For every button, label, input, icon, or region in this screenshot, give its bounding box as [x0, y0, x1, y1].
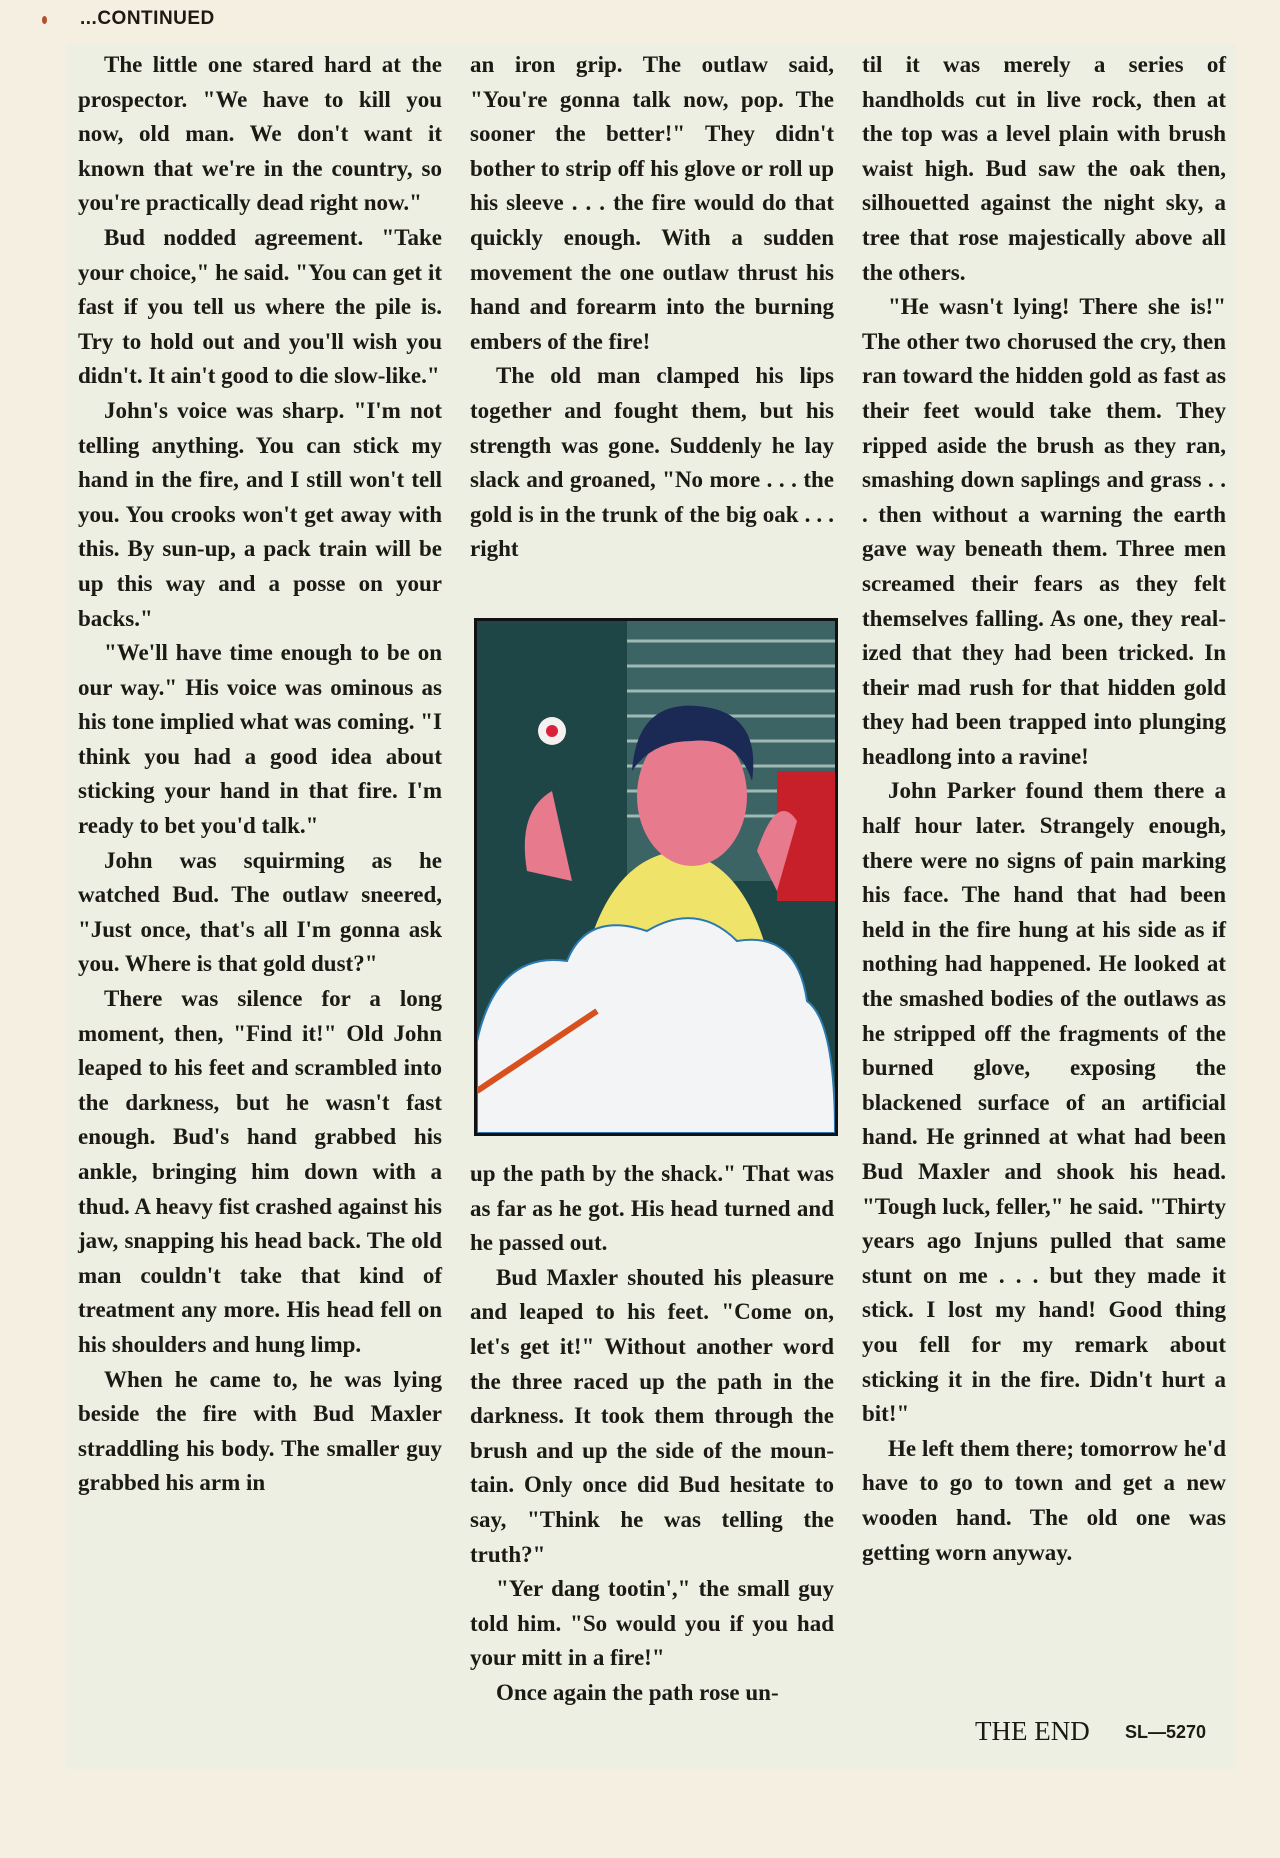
- paragraph: til it was merely a series of handholds cut in live rock, then at the top was a level plain with brush waist high. Bud saw the oak then, silhouetted against the night sky, a tree that rose majestically above all the others.: [862, 52, 1226, 285]
- the-end-label: THE END: [975, 1716, 1090, 1746]
- paragraph: "We'll have time enough to be on our way." His voice was ominous as his tone implied what was coming. "I think you had a good idea about sticking your hand in that fire. I'm ready to bet you'd talk.": [78, 640, 442, 839]
- paragraph: Bud Maxler shouted his pleasure and leaped to his feet. "Come on, let's get it!" Without another word the three raced up the path in the darkness. It took them through the brush and up the side of the mountain. Only once did Bud hesitate to say, "Think he was telling the truth?": [470, 1264, 834, 1567]
- column-1: [78, 48, 442, 1501]
- paragraph: When he came to, he was lying beside the fire with Bud Maxler straddling his body. The smaller guy grabbed his arm in: [78, 1366, 442, 1496]
- column-2-bottom: [470, 1157, 834, 1711]
- paragraph: Bud nodded agreement. "Take your choice," he said. "You can get it fast if you tell us where the pile is. Try to hold out and you'll wish you didn't. It ain't good to die slow-like.": [78, 224, 442, 389]
- paragraph: John Parker found them there a half hour later. Strangely enough, there were no signs of pain marking his face. The hand that had been held in the fire hung at his side as if nothing had happened. He looked at the smashed bodies of the outlaws as he stripped off the fragments of the burned glove, exposing the blackened surface of an artificial hand. He grinned at what had been Bud Maxler and shook his head. "Tough luck, feller," he said. "Thirty years ago Injuns pulled that same stunt on me . . . but they made it stick. I lost my hand! Good thing you fell for my remark about sticking it in the fire. Didn't hurt a bit!": [862, 778, 1226, 1427]
- paragraph: "He wasn't lying! There she is!" The other two chorused the cry, then ran toward the hidden gold as fast as their feet would take them. They ripped aside the brush as they ran, smashing down saplings and grass . . . then without a warning the earth gave way beneath them. Three men screamed their fears as they felt themselves falling. As one, they realized that they had been tricked. In their mad rush for that hidden gold they had been trapped into plunging headlong into a ravine!: [862, 294, 1226, 769]
- paragraph: John was squirming as he watched Bud. The outlaw sneered, "Just once, that's all I'm gonna ask you. Where is that gold dust?": [78, 847, 442, 977]
- column-2-top: [470, 48, 834, 567]
- story-code: SL—5270: [1125, 1722, 1207, 1742]
- paragraph: He left them there; tomorrow he'd have to go to town and get a new wooden hand. The old one was getting worn anyway.: [862, 1435, 1226, 1565]
- paragraph: The little one stared hard at the prospector. "We have to kill you now, old man. We don't want it known that we're in the country, so you're practically dead right now.": [78, 52, 442, 216]
- continued-label: ...CONTINUED: [80, 8, 215, 29]
- comic-illustration: [474, 618, 838, 1136]
- illustration-man-by-fire: [477, 621, 835, 1133]
- paragraph: John's voice was sharp. "I'm not telling anything. You can stick my hand in the fire, and I still won't tell you. You crooks won't get away with this. By sun-up, a pack train will be up this way and a posse on your backs.": [78, 397, 442, 631]
- paragraph: The old man clamped his lips together and fought them, but his strength was gone. Suddenly he lay slack and groaned, "No more . . . the gold is in the trunk of the big oak . . . right: [470, 363, 834, 562]
- paragraph: There was silence for a long moment, then, "Find it!" Old John leaped to his feet and scrambled into the darkness, but he wasn't fast enough. Bud's hand grabbed his ankle, bringing him down with a thud. A heavy fist crashed against his jaw, snapping his head back. The old man couldn't take that kind of treatment any more. His head fell on his shoulders and hung limp.: [78, 986, 442, 1357]
- paragraph: Once again the path rose un-: [496, 1679, 779, 1705]
- paragraph: up the path by the shack." That was as far as he got. His head turned and he passed out.: [470, 1161, 834, 1256]
- paragraph: an iron grip. The outlaw said, "You're gonna talk now, pop. The sooner the better!" They didn't bother to strip off his glove or roll up his sleeve . . . the fire would do that quickly enough. With a sudden movement the one outlaw thrust his hand and forearm into the burning embers of the fire!: [470, 52, 834, 354]
- ink-spot: [42, 16, 47, 24]
- column-3: [862, 48, 1226, 1570]
- paragraph: "Yer dang tootin'," the small guy told him. "So would you if you had your mitt in a fire!": [470, 1576, 834, 1671]
